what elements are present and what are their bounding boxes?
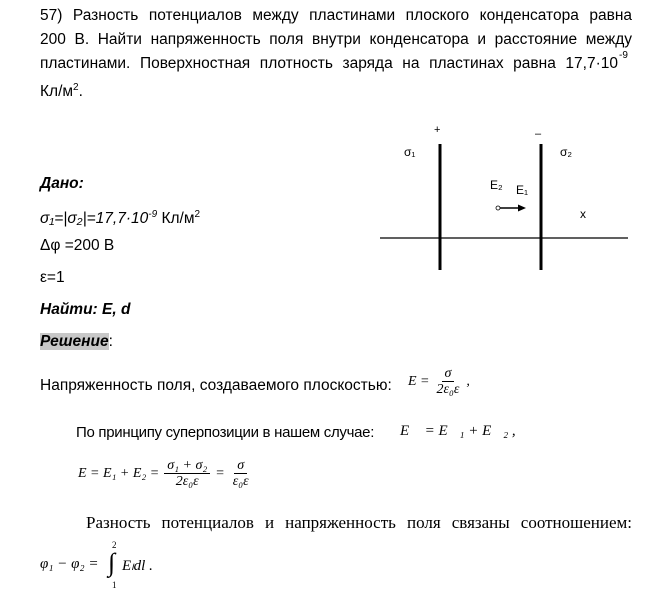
problem-line-4: $Кл/м^2$. bbox=[40, 82, 83, 101]
minus-sign: – bbox=[535, 128, 542, 140]
given-eps: ε=1 bbox=[40, 269, 65, 286]
e1-label: E₁ bbox=[516, 183, 529, 197]
problem-line-2: 200 В. Найти напряженность поля внутри конденсатора и расстояние между bbox=[40, 31, 632, 48]
x-label: x bbox=[580, 207, 586, 221]
solution-label: Решение bbox=[40, 333, 109, 350]
problem-line-1: 57) Разность потенциалов между пластинами плоского конденсатора равна bbox=[40, 7, 632, 24]
problem-line-3: пластинами. Поверхностная плотность заряда на пластинах равна 17,7·10 bbox=[40, 55, 618, 72]
integrand: Eₗdl . bbox=[122, 558, 153, 574]
integral-upper: 2 bbox=[112, 540, 117, 550]
capacitor-diagram bbox=[380, 120, 630, 280]
sigma1-label: σ₁ bbox=[404, 145, 416, 159]
find-line: Найти: E, d bbox=[40, 301, 131, 318]
field-point bbox=[496, 206, 500, 210]
field-arrow-head bbox=[518, 205, 526, 212]
field-plane-text: Напряженность поля, создаваемого плоскостью: bbox=[40, 377, 392, 394]
formula-total-field: E = E₁ + E₂ = $\frac{\text{σ₁ + σ₂}}{\text{2ε₀ε}}$ = $\frac{\sigma}{\text{ε₀ε}}$ bbox=[78, 458, 249, 490]
integral-sign: ∫ bbox=[108, 548, 116, 577]
problem-exponent: -9 bbox=[619, 50, 628, 61]
superposition-text: По принципу суперпозиции в нашем случае: bbox=[76, 424, 375, 441]
sigma2-label: σ₂ bbox=[560, 145, 573, 159]
e2-label: E₂ bbox=[490, 178, 503, 192]
relation-text: Разность потенциалов и напряженность поля связаны соотношением: bbox=[86, 513, 632, 532]
integral-lower: 1 bbox=[112, 580, 117, 590]
plus-sign: + bbox=[434, 124, 441, 136]
given-sigma: $\sigma_1=|\sigma_2|=17,7\cdot 10^{-9}$ $Кл/м^2$ bbox=[40, 209, 201, 228]
given-title: Дано: bbox=[40, 175, 84, 192]
formula-potential-diff: φ₁ − φ₂ = bbox=[40, 556, 99, 572]
given-dphi: Δφ =200 В bbox=[40, 237, 115, 254]
formula-superposition: E⃗ = E⃗₁ + E⃗₂ , bbox=[400, 423, 516, 439]
solution-line: Решение: bbox=[40, 333, 113, 350]
formula-plane-field: E = $\frac{\sigma}{\text{2ε₀ε}}$ , bbox=[408, 366, 470, 398]
